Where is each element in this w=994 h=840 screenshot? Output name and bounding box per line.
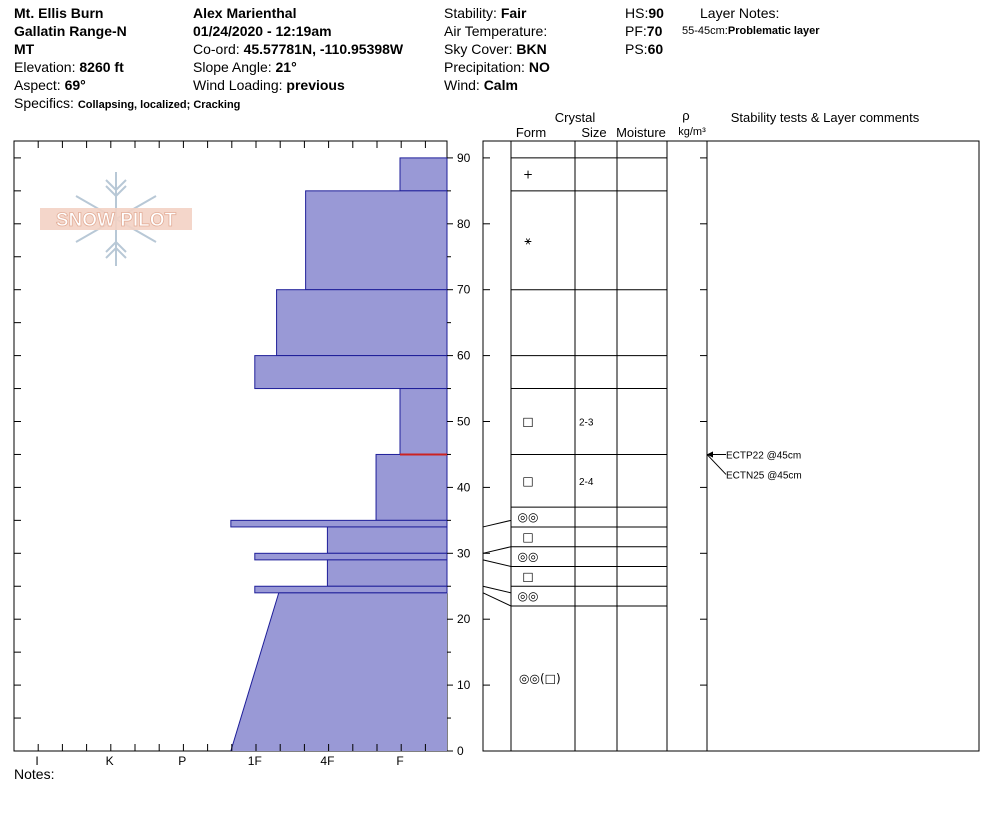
wind-loading-value: previous [286, 77, 345, 93]
air-temp-label: Air Temperature: [444, 23, 548, 39]
profile-layer-6 [231, 520, 447, 527]
grain-connector-3 [483, 586, 511, 593]
location-name: Mt. Ellis Burn [14, 5, 104, 21]
depth-tick-label-20: 20 [457, 612, 471, 627]
profile-layer-10 [255, 586, 447, 593]
layer-note-text: Problematic layer [727, 25, 820, 37]
specifics-value: Collapsing, localized; Cracking [77, 99, 241, 111]
range-name: Gallatin Range-N [14, 23, 127, 39]
profile-layer-0 [400, 158, 447, 191]
ps-label: PS: [625, 41, 648, 57]
profile-layer-5 [376, 454, 447, 520]
grain-form-0: + [522, 167, 534, 182]
hardness-tick-label-P: P [178, 754, 187, 768]
sky-value: BKN [516, 41, 547, 57]
layer-note-range: 55-45cm: [682, 25, 728, 37]
hardness-axis [35, 754, 403, 768]
notes-label: Notes: [14, 766, 55, 782]
profile-layer-9 [327, 560, 447, 586]
depth-tick-label-80: 80 [457, 216, 471, 231]
sky-label: Sky Cover: [444, 41, 513, 57]
hardness-profile [231, 158, 447, 751]
grain-size-4: 2-3 [579, 417, 594, 429]
layer-notes-title: Layer Notes: [700, 5, 780, 21]
pf-label: PF: [625, 23, 647, 39]
aspect-value: 69° [64, 77, 86, 93]
wind-label: Wind: [444, 77, 480, 93]
hardness-tick-label-K: K [105, 754, 114, 768]
state-name: MT [14, 41, 35, 57]
grain-form-4: □ [522, 414, 534, 429]
grain-connector-1 [483, 547, 511, 554]
grain-form-8: ◎◎ [517, 549, 539, 564]
density-unit: kg/m³ [678, 126, 706, 138]
depth-tick-label-50: 50 [457, 414, 471, 429]
precip-value: NO [528, 59, 550, 75]
grain-form-11: ◎◎(□) [519, 671, 561, 686]
depth-tick-label-70: 70 [457, 282, 471, 297]
specifics-label: Specifics: [14, 95, 74, 111]
depth-tick-label-60: 60 [457, 348, 471, 363]
grain-connector-4 [483, 593, 511, 606]
form-header: Form [515, 125, 547, 140]
grain-form-1: ⚹ [524, 233, 532, 248]
ps-value: 60 [647, 41, 664, 57]
profile-layer-7 [327, 527, 447, 553]
size-header: Size [581, 125, 607, 140]
depth-tick-label-10: 10 [457, 678, 471, 693]
depth-tick-label-40: 40 [457, 480, 471, 495]
elevation-value: 8260 ft [79, 59, 124, 75]
stability-tests [707, 450, 802, 481]
depth-tick-label-0: 0 [457, 744, 464, 758]
grain-form-5: □ [522, 473, 534, 488]
stability-test-label-1: ECTN25 @45cm [726, 470, 802, 482]
wind-value: Calm [483, 77, 518, 93]
comments-header: Stability tests & Layer comments [730, 110, 920, 125]
hardness-tick-label-I: I [35, 754, 39, 768]
grain-form-6: ◎◎ [517, 510, 539, 525]
slope-value: 21° [275, 59, 297, 75]
observer-name: Alex Marienthal [193, 5, 297, 21]
grain-table-frame [483, 141, 979, 751]
grain-connector-0 [483, 520, 511, 527]
precip-label: Precipitation: [444, 59, 525, 75]
coord-value: 45.57781N, -110.95398W [243, 41, 404, 57]
profile-layer-1 [306, 191, 447, 290]
depth-tick-label-90: 90 [457, 150, 471, 165]
profile-layer-2 [277, 290, 447, 356]
hardness-tick-label-F: F [396, 754, 404, 768]
stability-value: Fair [500, 5, 527, 21]
grain-form-7: □ [522, 529, 534, 544]
grain-size-5: 2-4 [579, 476, 594, 488]
aspect-label: Aspect: [14, 77, 61, 93]
hs-label: HS: [625, 5, 649, 21]
grain-connector-2 [483, 560, 511, 567]
profile-layer-8 [255, 553, 447, 560]
hardness-tick-label-1F: 1F [247, 754, 262, 768]
elevation-label: Elevation: [14, 59, 76, 75]
stability-test-pointer-1 [707, 454, 726, 474]
depth-tick-label-30: 30 [457, 546, 471, 561]
slope-label: Slope Angle: [193, 59, 272, 75]
grain-form-9: □ [522, 569, 534, 584]
depth-axis [447, 151, 471, 758]
moisture-header: Moisture [616, 125, 666, 140]
profile-layer-11 [231, 593, 447, 751]
stability-test-label-0: ECTP22 @45cm [726, 450, 802, 462]
density-rho: ρ [682, 108, 690, 123]
observation-datetime: 01/24/2020 - 12:19am [193, 23, 332, 39]
stability-label: Stability: [444, 5, 497, 21]
coord-label: Co-ord: [193, 41, 240, 57]
hardness-tick-label-4F: 4F [320, 754, 335, 768]
grain-form-10: ◎◎ [517, 589, 539, 604]
wind-loading-label: Wind Loading: [193, 77, 283, 93]
stability-test-arrow-1 [707, 451, 713, 457]
pf-value: 70 [646, 23, 663, 39]
crystal-header: Crystal [554, 110, 596, 125]
logo-text: SNOW PILOT [55, 210, 177, 231]
hs-value: 90 [648, 5, 664, 21]
profile-layer-3 [255, 356, 447, 389]
profile-layer-4 [400, 389, 447, 455]
